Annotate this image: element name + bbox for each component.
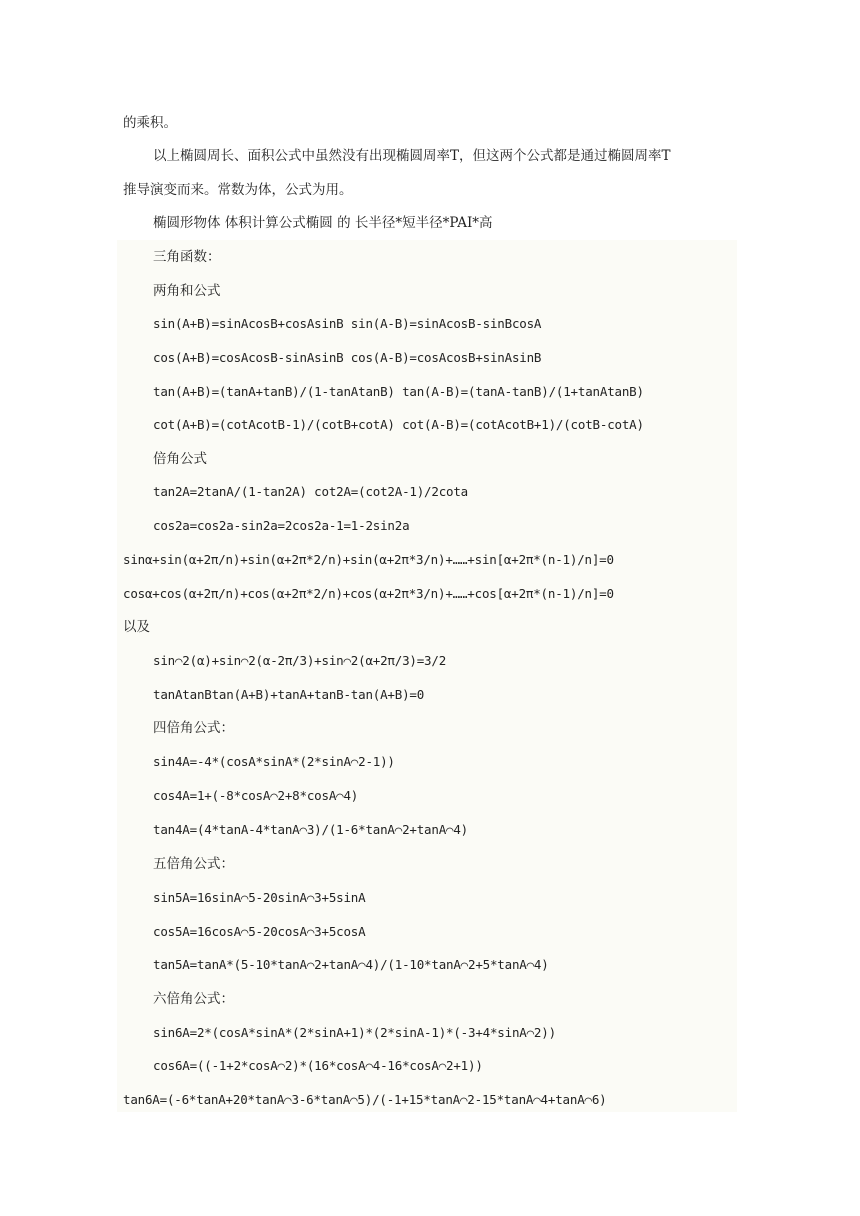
formula-line: cot(A+B)=(cotAcotB-1)/(cotB+cotA) cot(A-B)=(cotAcotB+1)/(cotB-cotA) [153, 417, 644, 432]
also-label: 以及 [123, 619, 150, 635]
formula-line: sin4A=-4*(cosA*sinA*(2*sinA⌒2-1)) [153, 754, 395, 769]
section-title: 三角函数： [153, 249, 221, 265]
formula-line: cos6A=((-1+2*cosA⌒2)*(16*cosA⌒4-16*cosA⌒2+1)) [153, 1058, 483, 1073]
formula-line: sin⌒2(α)+sin⌒2(α-2π/3)+sin⌒2(α+2π/3)=3/2 [153, 653, 447, 668]
cos-series-formula: cosα+cos(α+2π/n)+cos(α+2π*2/n)+cos(α+2π*3/n)+……+cos[α+2π*(n-1)/n]=0 [123, 586, 614, 601]
tan6a-formula: tan6A=(-6*tanA+20*tanA⌒3-6*tanA⌒5)/(-1+15*tanA⌒2-15*tanA⌒4+tanA⌒6) [123, 1092, 607, 1107]
double-angle-heading: 倍角公式 [153, 451, 207, 467]
intro-line-2: 以上椭圆周长、面积公式中虽然没有出现椭圆周率T，但这两个公式都是通过椭圆周率T [153, 148, 671, 164]
formula-line: tan2A=2tanA/(1-tan2A) cot2A=(cot2A-1)/2cota [153, 484, 469, 499]
formula-line: cos4A=1+(-8*cosA⌒2+8*cosA⌒4) [153, 788, 359, 803]
formula-line: sin6A=2*(cosA*sinA*(2*sinA+1)*(2*sinA-1)*(-3+4*sinA⌒2)) [153, 1025, 556, 1040]
formula-line: tan(A+B)=(tanA+tanB)/(1-tanAtanB) tan(A-B)=(tanA-tanB)/(1+tanAtanB) [153, 384, 644, 399]
formula-line: cos5A=16cosA⌒5-20cosA⌒3+5cosA [153, 924, 366, 939]
volume-formula-line: 椭圆形物体 体积计算公式椭圆 的 长半径*短半径*PAI*高 [153, 215, 493, 231]
formula-line: cos(A+B)=cosAcosB-sinAsinB cos(A-B)=cosAcosB+sinAsinB [153, 350, 542, 365]
sum-formula-heading: 两角和公式 [153, 283, 221, 299]
formula-line: tanAtanBtan(A+B)+tanA+tanB-tan(A+B)=0 [153, 687, 425, 702]
quad-angle-heading: 四倍角公式： [153, 720, 234, 736]
formula-line: tan4A=(4*tanA-4*tanA⌒3)/(1-6*tanA⌒2+tanA⌒4) [153, 822, 469, 837]
quint-angle-heading: 五倍角公式： [153, 856, 234, 872]
intro-line-1: 的乘积。 [123, 115, 177, 131]
formula-line: cos2a=cos2a-sin2a=2cos2a-1=1-2sin2a [153, 518, 410, 533]
sin-series-formula: sinα+sin(α+2π/n)+sin(α+2π*2/n)+sin(α+2π*3/n)+……+sin[α+2π*(n-1)/n]=0 [123, 552, 614, 567]
formula-line: sin5A=16sinA⌒5-20sinA⌒3+5sinA [153, 890, 366, 905]
hex-angle-heading: 六倍角公式： [153, 991, 234, 1007]
trig-section-background [117, 240, 737, 1112]
formula-line: tan5A=tanA*(5-10*tanA⌒2+tanA⌒4)/(1-10*tanA⌒2+5*tanA⌒4) [153, 957, 549, 972]
formula-line: sin(A+B)=sinAcosB+cosAsinB sin(A-B)=sinAcosB-sinBcosA [153, 316, 542, 331]
intro-line-3: 推导演变而来。常数为体，公式为用。 [123, 182, 353, 198]
